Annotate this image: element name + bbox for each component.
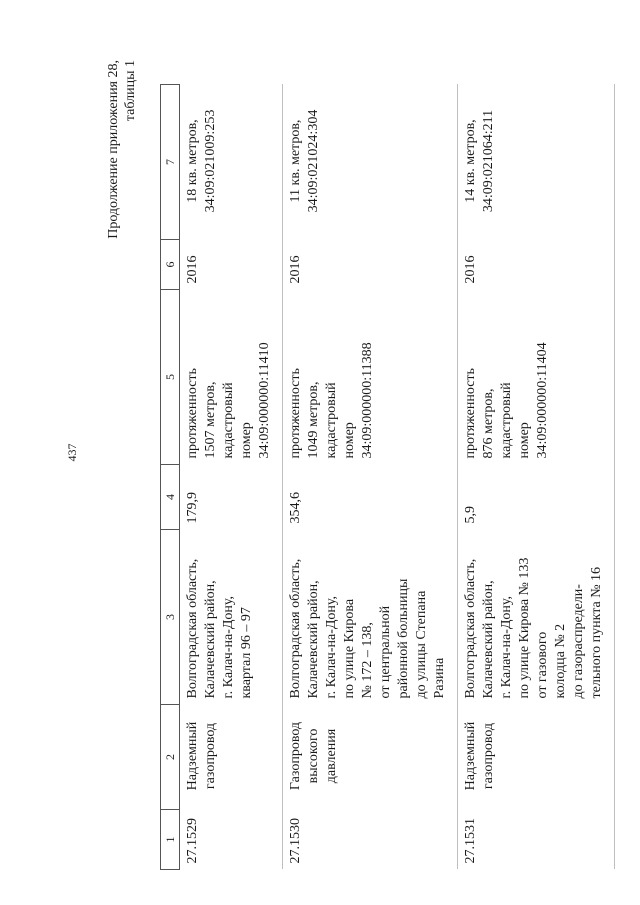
- value-cell: 5,9: [458, 465, 615, 530]
- column-header: 6: [161, 240, 180, 290]
- year-cell: 2016: [283, 240, 458, 290]
- caption-line-2: таблицы 1: [123, 60, 138, 122]
- caption-line-1: Продолжение приложения 28,: [106, 60, 121, 239]
- object-name: Надземный газопровод: [458, 705, 615, 810]
- area-cell: 11 кв. метров, 34:09:021024:304: [283, 85, 458, 240]
- object-name: Газопровод высокого давления: [283, 705, 458, 810]
- column-header: 5: [161, 290, 180, 465]
- page-number: 437: [65, 443, 79, 462]
- address-cell: Волгоградская область, Калачевский район, г. Калач-на-Дону, квартал 96 – 97: [180, 530, 283, 705]
- row-number: 27.1530: [283, 810, 458, 870]
- address-cell: Волгоградская область, Калачевский район, г. Калач-на-Дону, по улице Кирова № 133 от газового колодца № 2 до газораспредели- тельного пункта № 16: [458, 530, 615, 705]
- table-row: [283, 85, 458, 870]
- table-row: [458, 85, 615, 870]
- column-header: 7: [161, 85, 180, 240]
- address-cell: Волгоградская область, Калачевский район, г. Калач-на-Дону, по улице Кирова № 172 – 138, от центральной районной больницы до улицы Степана Разина: [283, 530, 458, 705]
- caption: [105, 60, 139, 239]
- column-header: 1: [161, 810, 180, 870]
- data-table: [160, 84, 615, 870]
- year-cell: 2016: [180, 240, 283, 290]
- table-row: [180, 85, 283, 870]
- row-number: 27.1529: [180, 810, 283, 870]
- value-cell: 354,6: [283, 465, 458, 530]
- column-header: 2: [161, 705, 180, 810]
- column-header: 4: [161, 465, 180, 530]
- area-cell: 18 кв. метров, 34:09:021009:253: [180, 85, 283, 240]
- area-cell: 14 кв. метров, 34:09:021064:211: [458, 85, 615, 240]
- year-cell: 2016: [458, 240, 615, 290]
- row-number: 27.1531: [458, 810, 615, 870]
- table-header-row: [161, 85, 180, 870]
- description-cell: протяженность 876 метров, кадастровый номер 34:09:000000:11404: [458, 290, 615, 465]
- object-name: Надземный газопровод: [180, 705, 283, 810]
- description-cell: протяженность 1507 метров, кадастровый номер 34:09:000000:11410: [180, 290, 283, 465]
- document-page: [45, 30, 625, 875]
- value-cell: 179,9: [180, 465, 283, 530]
- column-header: 3: [161, 530, 180, 705]
- description-cell: протяженность 1049 метров, кадастровый номер 34:09:000000:11388: [283, 290, 458, 465]
